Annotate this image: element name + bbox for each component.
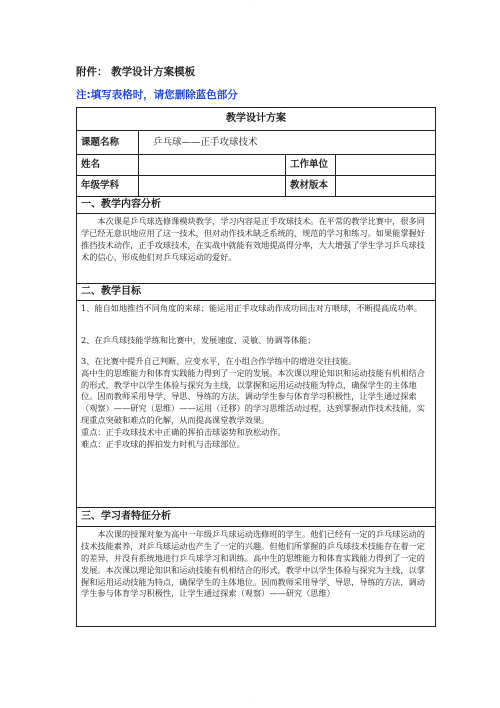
section-teaching-goals-heading: 二、教学目标	[77, 284, 436, 301]
section-learner-analysis-heading: 三、学习者特征分析	[77, 508, 436, 527]
content-analysis-text: 本次课是乒乓球选修课模块教学，学习内容是正手攻球技术。在平常的教学比赛中，很多同学已经无意识地应用了这一技术，但对动作技术缺乏系统的、规范的学习和练习。如果能掌握好推挡技术动作，正手攻球技术，在实战中就能有效地提高得分率，大大增强了学生学习乒乓球技术的信心，形成他们对乒乓球运动的爱好。	[81, 216, 425, 262]
page-header-mark: · ·	[247, 4, 253, 10]
grade-subject-value	[139, 176, 286, 197]
textbook-version-label: 教材版本	[286, 176, 336, 197]
name-value	[139, 155, 286, 176]
goals-paragraph: 高中生的思维能力和体育实践能力得到了一定的发展。本次课以理论知识和运动技能有机相结合的形式，教学中以学生体验与探究为主线，以掌握和运用运动技能为特点，确保学生的主体地位。因而教师采用导学、导思、导练的方法，调动学生参与体育学习积极性，让学生通过探索（观察）——研究（思维）——运用（迁移）的学习思维活动过程，达到掌握动作技术技能，实现重点突破和难点的化解，从而提高课堂教学效果。	[81, 367, 425, 426]
page-footer-mark: · ·	[247, 695, 253, 701]
teaching-plan-table	[76, 107, 436, 627]
table-title: 教学设计方案	[77, 108, 436, 131]
learner-analysis-text: 本次课的授课对象为高中一年级乒乓球运动选修班的学生。他们已经有一定的乒乓球运动的技术技能素养，对乒乓球运动也产生了一定的兴趣。但他们所掌握的乒乓球技术技能存在着一定的差异，并没有系统地进行乒乓球学习和训练。高中生的思维能力和体育实践能力得到了一定的发展。本次课以理论知识和运动技能有机相结合的形式，教学中以学生体验与探究为主线，以掌握和运用运动技能为特点，确保学生的主体地位。因而教师采用导学、导思，导练的方法，调动学生参与体育学习积极性，让学生通过探索（观察）——研究（思维）	[81, 529, 425, 599]
course-name-label: 课题名称	[77, 131, 139, 155]
goal-1-text: 1、能自如地推挡不同角度的来球；能运用正手攻球动作成功回击对方喂球，不断提高成功率。	[81, 303, 422, 313]
textbook-version-value	[336, 176, 436, 197]
difficulty-text: 难点：正手攻球的挥拍发力时机与击球部位。	[81, 439, 245, 450]
course-name-value: 乒乓球——正手攻球技术	[139, 131, 436, 155]
blue-instruction-note: 注:填写表格时，请您删除蓝色部分	[76, 89, 238, 101]
section-content-analysis-heading: 一、教学内容分析	[77, 197, 436, 214]
grade-subject-label: 年级学科	[77, 176, 139, 197]
key-point-text: 重点：正手攻球技术中正确的挥拍击球姿势和放松动作。	[81, 427, 286, 438]
work-unit-label: 工作单位	[286, 155, 336, 176]
goal-3-text: 3、在比赛中提升自己判断、应变水平，在小组合作学练中的增进交往技能。	[81, 355, 357, 366]
work-unit-value	[336, 155, 436, 176]
name-label: 姓名	[77, 155, 139, 176]
attachment-line: 附件： 教学设计方案模板	[76, 66, 196, 78]
goal-2-text: 2、在乒乓球技能学练和比赛中，发展速度、灵敏、协调等体能；	[81, 334, 316, 345]
